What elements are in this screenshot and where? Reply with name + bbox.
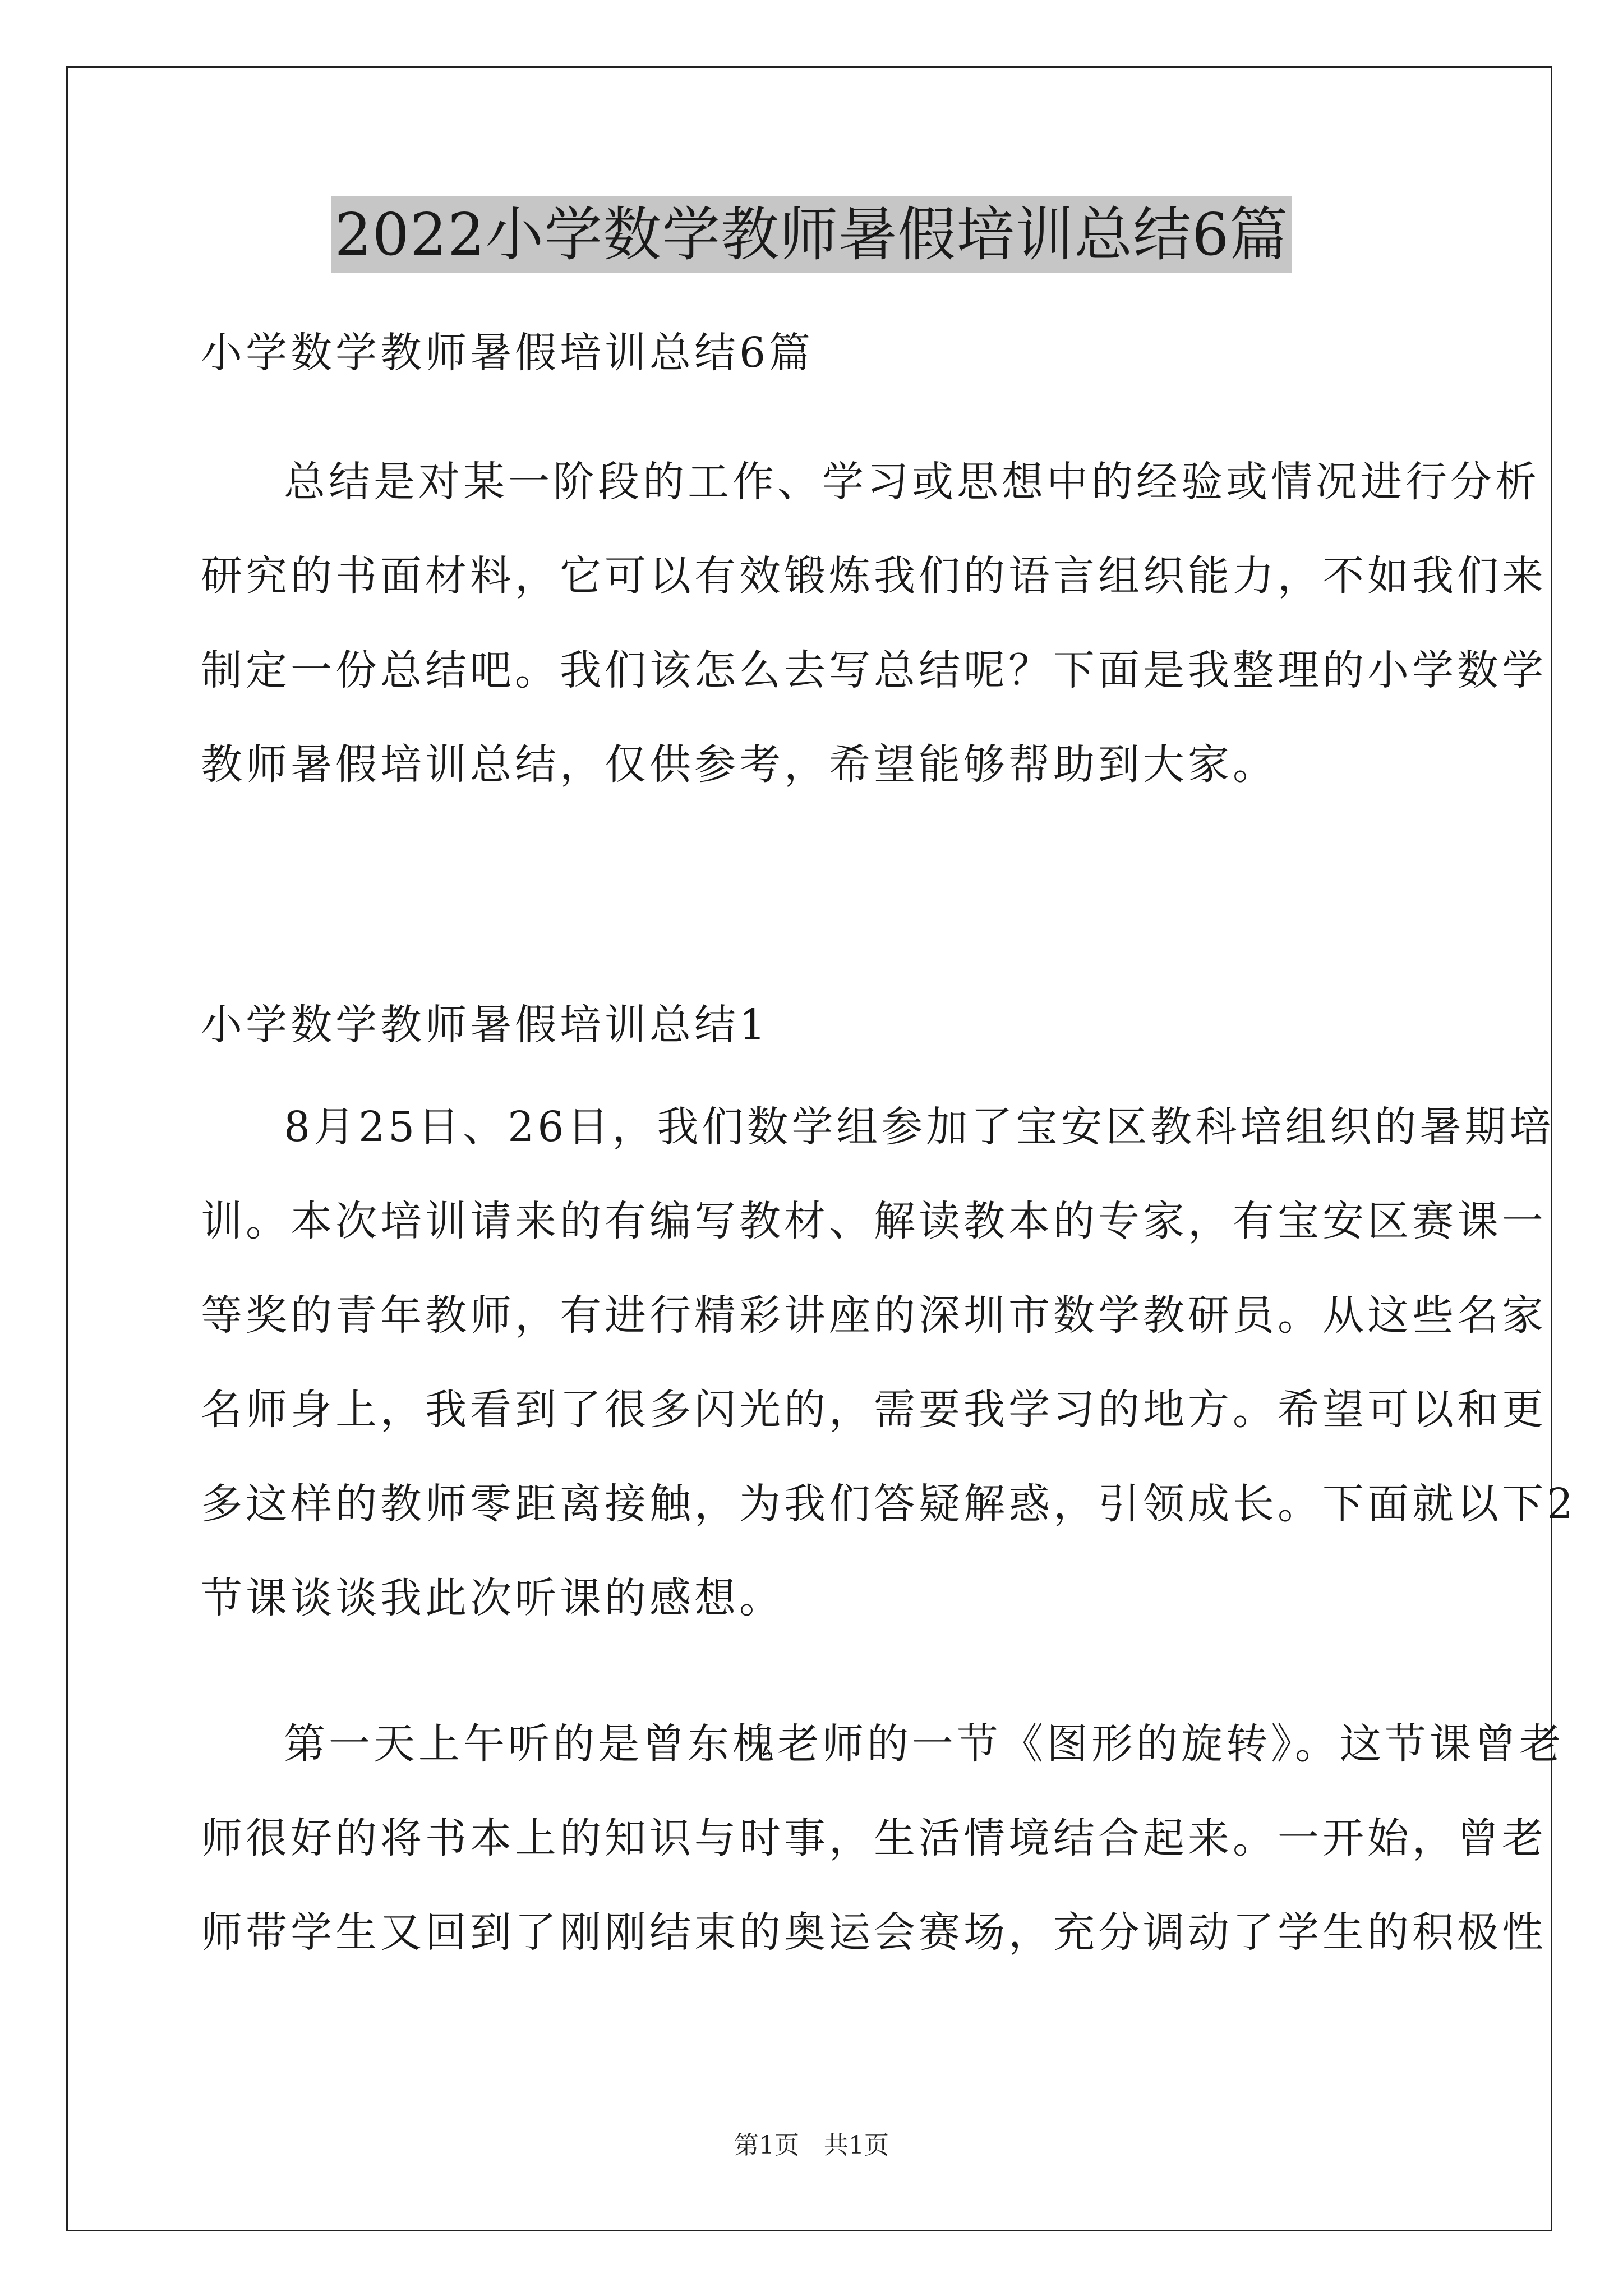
paragraph-line: 师很好的将书本上的知识与时事，生活情境结合起来。一开始，曾老 (201, 1814, 1547, 1862)
paragraph-line: 制定一份总结吧。我们该怎么去写总结呢？下面是我整理的小学数学 (201, 646, 1547, 694)
section-heading: 小学数学教师暑假培训总结1 (201, 1001, 769, 1049)
paragraph-line: 训。本次培训请来的有编写教材、解读教本的专家，有宝安区赛课一 (201, 1197, 1547, 1245)
paragraph-line: 师带学生又回到了刚刚结束的奥运会赛场，充分调动了学生的积极性 (201, 1908, 1547, 1957)
paragraph-line: 总结是对某一阶段的工作、学习或思想中的经验或情况进行分析 (284, 458, 1540, 506)
subtitle-block (201, 320, 1429, 386)
paragraph-line: 研究的书面材料，它可以有效锻炼我们的语言组织能力，不如我们来 (201, 552, 1547, 600)
page-footer: 第1页 共1页 (734, 2131, 889, 2160)
paragraph-line: 8月25日、26日，我们数学组参加了宝安区教科培组织的暑期培 (284, 1103, 1555, 1151)
section-heading-block (201, 992, 1429, 1058)
paragraph-line: 等奖的青年教师，有进行精彩讲座的深圳市数学教研员。从这些名家 (201, 1291, 1547, 1340)
intro-paragraph (201, 449, 1547, 798)
paragraph-line: 多这样的教师零距离接触，为我们答疑解惑，引领成长。下面就以下2 (201, 1480, 1577, 1528)
paragraph-line: 教师暑假培训总结，仅供参考，希望能够帮助到大家。 (201, 740, 1278, 789)
subtitle: 小学数学教师暑假培训总结6篇 (201, 329, 814, 377)
paragraph-line: 名师身上，我看到了很多闪光的，需要我学习的地方。希望可以和更 (201, 1386, 1547, 1434)
paragraph-line: 第一天上午听的是曾东槐老师的一节《图形的旋转》。这节课曾老 (284, 1720, 1564, 1768)
paragraph-2 (201, 1711, 1564, 1966)
title-text: 2022小学数学教师暑假培训总结6篇 (331, 196, 1292, 273)
document-title (0, 196, 1623, 273)
paragraph-line: 节课谈谈我此次听课的感想。 (201, 1574, 784, 1622)
paragraph-1 (201, 1094, 1577, 1631)
